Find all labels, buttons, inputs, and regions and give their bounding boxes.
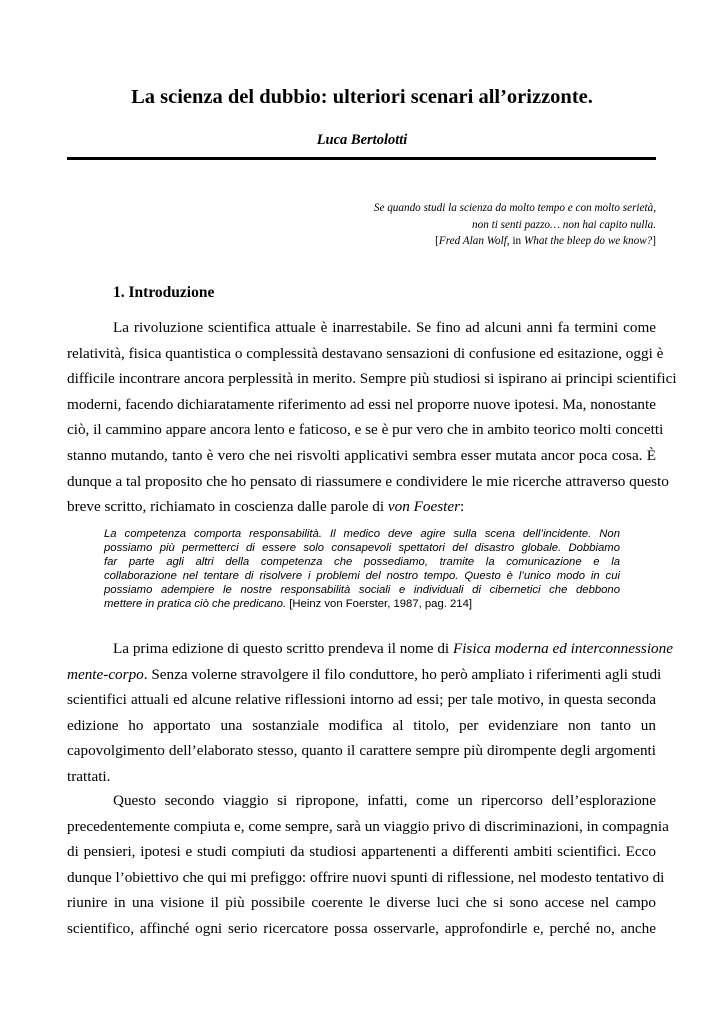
- paragraph-line: La rivoluzione scientifica attuale è inarrestabile. Se fino ad alcuni anni fa termini come: [113, 319, 656, 336]
- paragraph-line: precedentemente compiuta e, come sempre, sarà un viaggio privo di discriminazioni, in compagnia: [67, 817, 669, 835]
- epigraph: [374, 200, 656, 250]
- quote-line: La competenza comporta responsabilità. Il medico deve agire sulla scena dell’incidente. Non: [104, 528, 620, 540]
- paragraph-line: dunque a tal proposito che ho pensato di riassumere e condividere le mie ricerche attraverso questo: [67, 472, 669, 490]
- book-title: mente-corpo: [67, 665, 144, 683]
- epigraph-citation: [Fred Alan Wolf, in What the bleep do we know?]: [435, 235, 656, 247]
- quote-line: far parte agli altri della competenza che possediamo, tramite la comunicazione e la: [104, 555, 620, 568]
- paragraph-line: Questo secondo viaggio si ripropone, infatti, come un ripercorso dell’esplorazione: [113, 792, 656, 809]
- epigraph-line: Se quando studi la scienza da molto tempo e con molto serietà,: [373, 202, 656, 214]
- book-title: Fisica moderna ed interconnessione: [452, 640, 673, 657]
- quote-line: possiamo adempiere le nostre responsabilità sociali e individuali di cibernetici che debbono: [104, 583, 620, 596]
- paragraph-line: edizione ho apportato una sostanziale modifica al titolo, per evidenziare non tanto un: [67, 716, 656, 734]
- author-name: Luca Bertolotti: [316, 132, 408, 148]
- paragraph-line: breve scritto, richiamato in coscienza dalle parole di von Foester:: [67, 498, 465, 516]
- section-heading: 1. Introduzione: [113, 284, 215, 301]
- epigraph-cite-work: What the bleep do we know?: [523, 235, 653, 247]
- paragraph-third: [67, 788, 669, 942]
- quote-line: collaborazione nel tentare di risolvere i problemi del nostro tempo. Questo è l’unico modo in cui: [104, 569, 620, 582]
- paragraph-line: di pensieri, ipotesi e studi compiuti da studiosi appartenenti a differenti ambiti scientifici. Ecco: [67, 843, 656, 861]
- quoted-author: von Foester: [387, 498, 461, 516]
- quote-reference: [Heinz von Foerster, 1987, pag. 214]: [286, 597, 472, 610]
- paragraph-line: moderni, facendo dichiaratamente riferimento ad essi nel proporre nuove ipotesi. Ma, nonostante: [67, 395, 656, 413]
- paragraph-line: stanno mutando, tanto è vero che nei risvolti applicativi sembra esser mutata ancor poca cosa. È: [67, 446, 656, 464]
- quote-line: possiamo più permetterci di essere solo consapevoli spettatori del disastro globale. Dobbiamo: [104, 541, 620, 554]
- paragraph-line: scientifici attuali ed alcune relative riflessioni intorno ad essi; per tale motivo, in questa seconda: [67, 691, 656, 709]
- paragraph-line: mente-corpo. Senza volerne stravolgere il filo conduttore, ho però ampliato i riferimenti agli studi: [67, 665, 662, 683]
- paragraph-line: capovolgimento dell’elaborato stesso, quanto il carattere sempre più dirompente degli argomenti: [67, 742, 656, 760]
- paragraph-line: scientifico, affinché ogni serio ricercatore possa osservarle, approfondirle e, perché no, anche: [67, 919, 656, 937]
- block-quote: [104, 528, 620, 611]
- title-divider: [67, 157, 656, 160]
- paragraph-line: trattati.: [67, 767, 111, 785]
- paragraph-line: La prima edizione di questo scritto prendeva il nome di Fisica moderna ed interconnessione: [113, 640, 673, 657]
- epigraph-line: non ti senti pazzo… non hai capito nulla.: [472, 218, 656, 231]
- paragraph-line: relatività, fisica quantistica o complessità destavano sensazioni di confusione ed esitazione, oggi è: [67, 344, 664, 362]
- paragraph-line: ciò, il cammino appare ancora lento e faticoso, e se è pur vero che in ambito teorico molti concetti: [67, 421, 664, 439]
- paragraph-line: dunque l’obiettivo che qui mi prefiggo: offrire nuovi spunti di riflessione, nel modesto tentativo di: [67, 868, 665, 886]
- paragraph-intro: [67, 315, 677, 520]
- paragraph-second: [67, 636, 673, 790]
- paragraph-line: difficile incontrare ancora perplessità in merito. Sempre più studiosi si ispirano ai principi scientifici: [67, 370, 677, 388]
- paragraph-line: riunire in una visione il più possibile coerente le diverse luci che si sono accese nel campo: [67, 894, 656, 912]
- epigraph-cite-author: Fred Alan Wolf: [438, 235, 507, 247]
- quote-line: mettere in pratica ciò che predicano. [Heinz von Foerster, 1987, pag. 214]: [104, 597, 472, 610]
- document-title: La scienza del dubbio: ulteriori scenari all’orizzonte.: [131, 86, 593, 108]
